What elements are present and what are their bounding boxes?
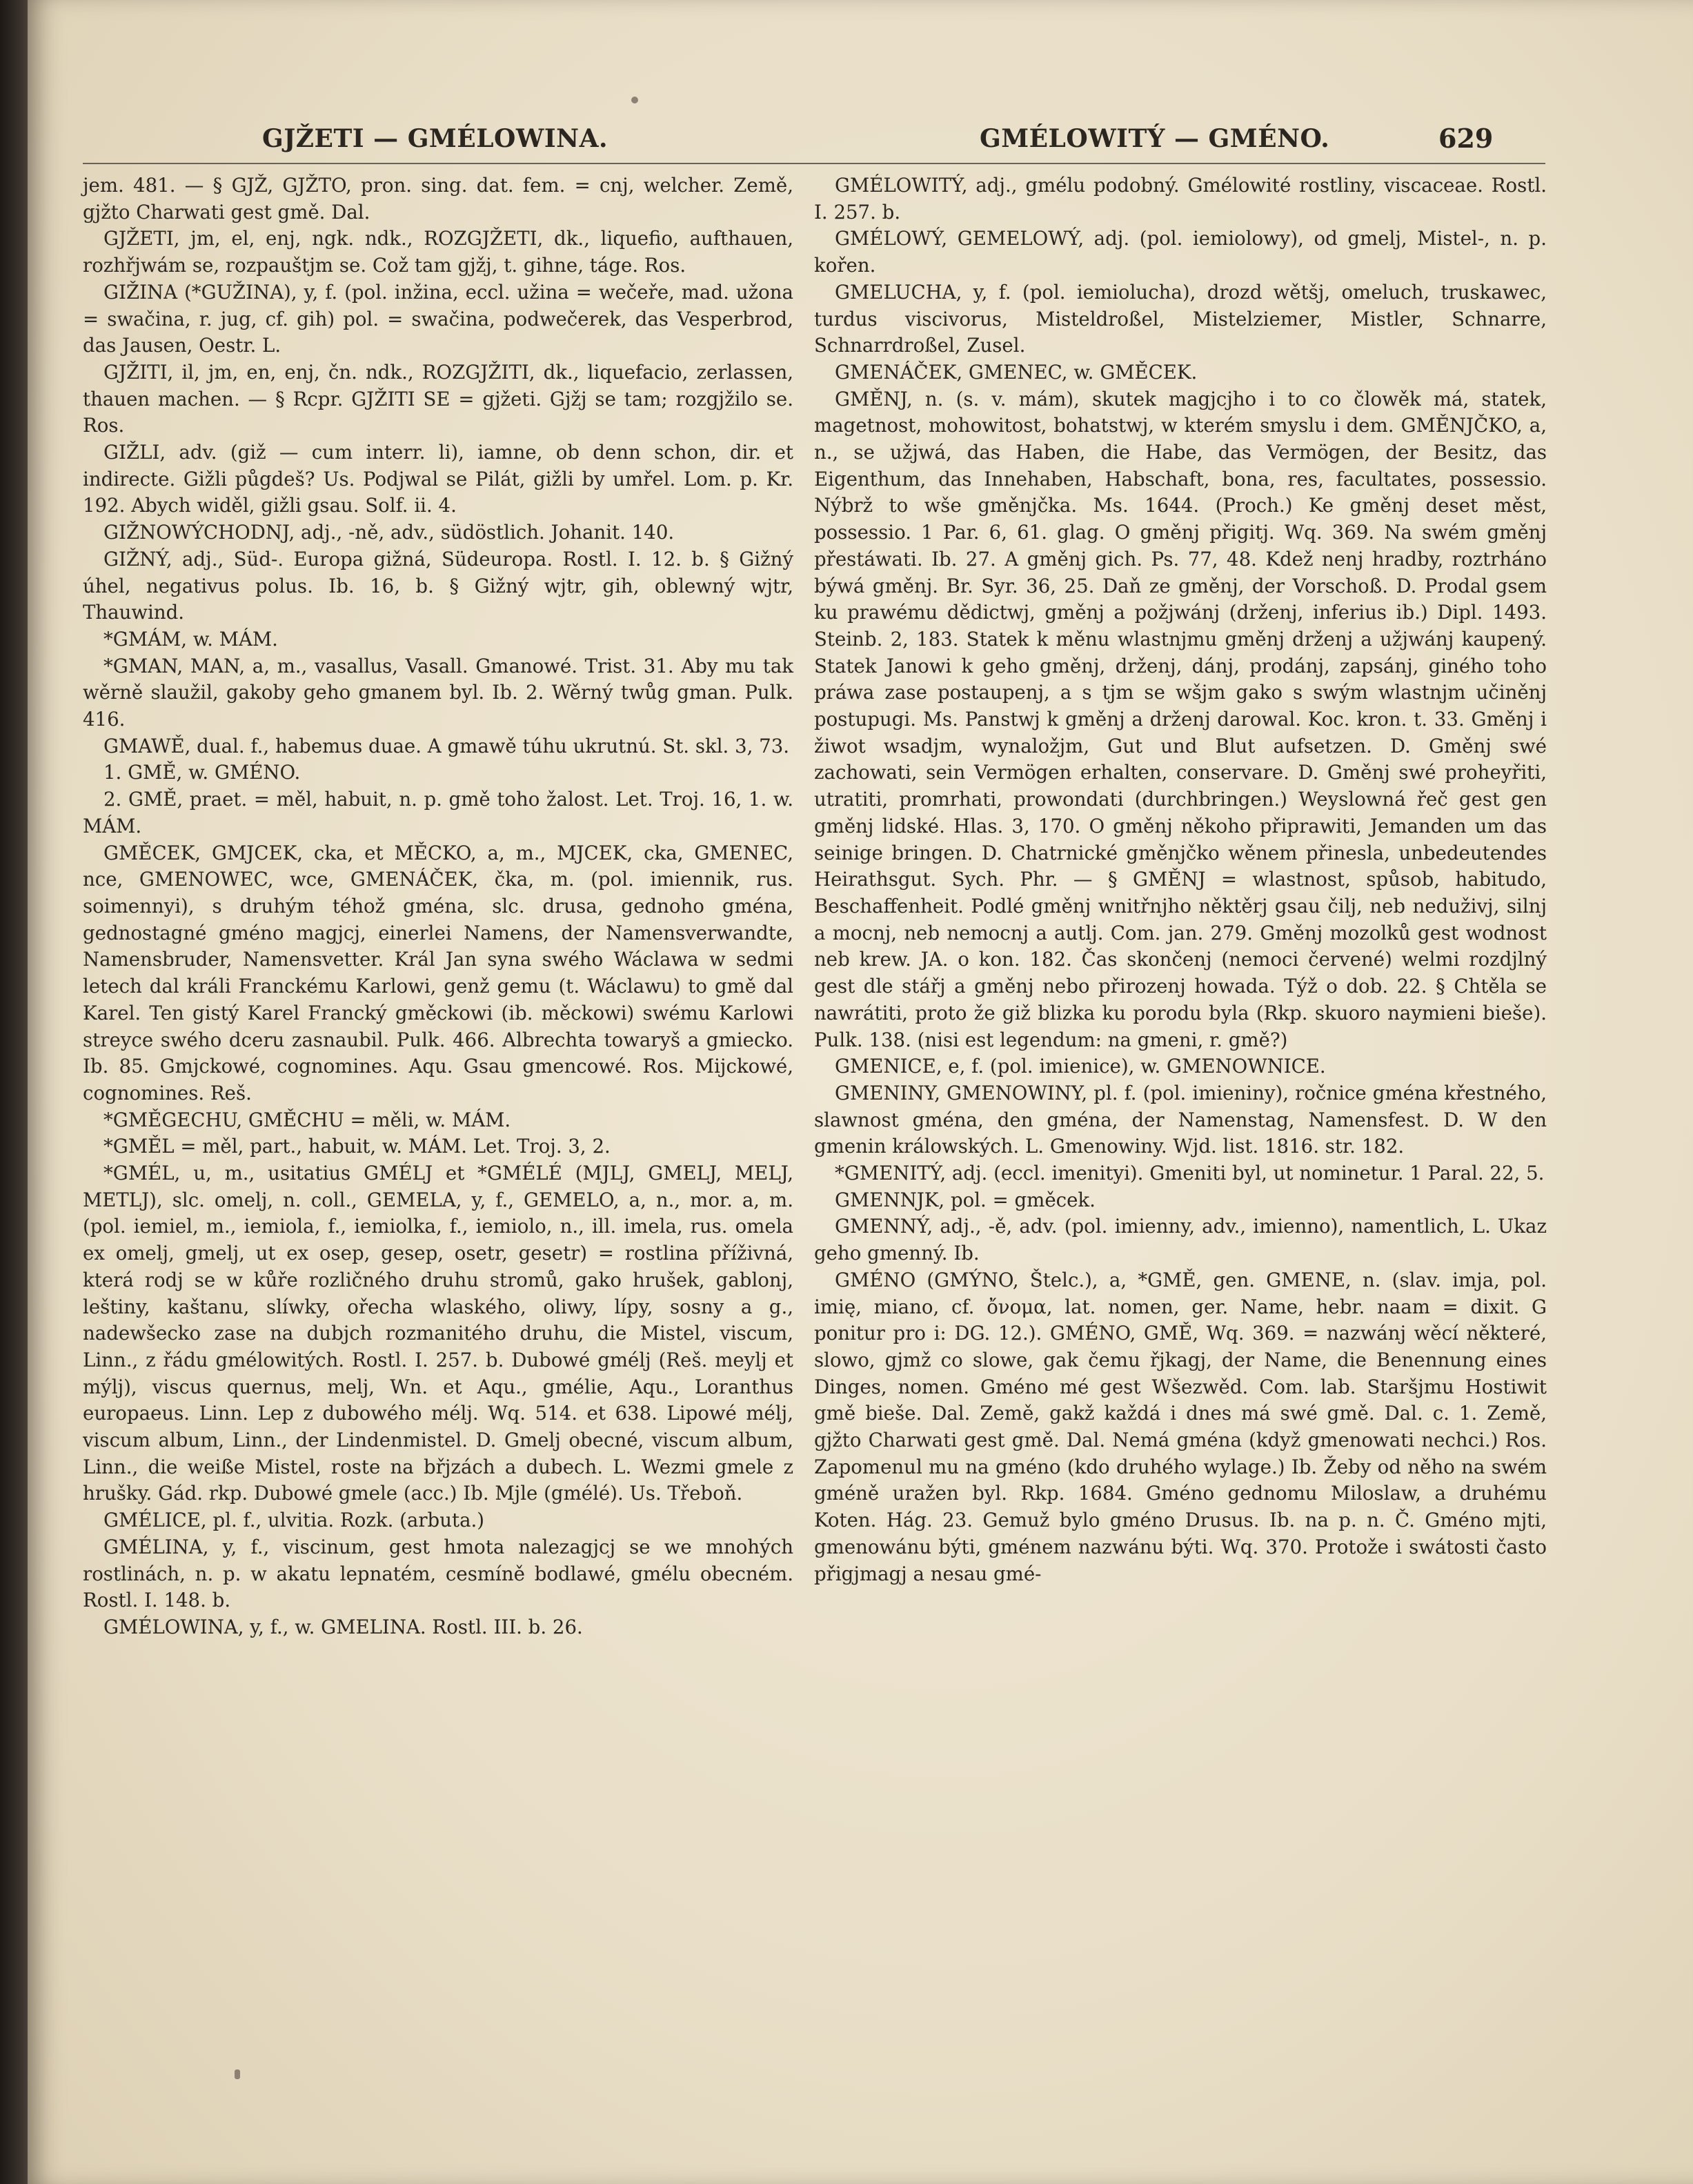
- running-head-left: GJŽETI — GMÉLOWINA.: [262, 124, 608, 153]
- entry: GMAWĚ, dual. f., habemus duae. A gmawě túhu ukrutnú. St. skl. 3, 73.: [103, 734, 790, 757]
- entry: GIŽNÝ, adj., Süd-. Europa gižná, Südeuropa. Rostl. I. 12. b. § Gižný úhel, negativus polus. Ib. 16, b. § Gižný wjtr, gih, oblewný wjtr, Thauwind.: [83, 547, 793, 624]
- entry: jem. 481. — § GJŽ, GJŽTO, pron. sing. dat. fem. = cnj, welcher. Země, gjžto Charwati gest gmě. Dal.: [83, 174, 793, 224]
- entry: GMÉNO (GMÝNO, Štelc.), a, *GMĚ, gen. GMENE, n. (slav. imja, pol. imię, miano, cf. ὄνομα, lat. nomen, ger. Name, hebr. naam = dixit. G ponitur pro i: DG. 12.). GMÉNO, GMĚ, Wq. 369. = nazwánj wěcí některé, slowo, gjmž co slowe, gak čemu řjkagj, der Name, die Benennung eines Dinges, nomen. Gméno mé gest Wšezwěd. Com. lab. Staršjmu Hostiwit gmě bieše. Dal. Země, gakž každá i dnes má swé gmě. Dal. c. 1. Země, gjžto Charwati gest gmě. Dal. Nemá gména (když gmenowati nechci.) Ros. Zapomenul mu na gméno (kdo druhého wylage.) Ib. Žeby od něho na swém gméně uražen byl. Rkp. 1684. Gméno gednomu Miloslaw, a druhému Koten. Hág. 23. Gemuž bylo gméno Drusus. Ib. na p. n. Č. Gméno mjti, gmenowánu býti, gménem nazwánu býti. Wq. 370. Protože i swátosti často přigjmagj a nesau gmé-: [814, 1268, 1547, 1585]
- print-speck: [631, 97, 638, 103]
- entry: GMÉLOWÝ, GEMELOWÝ, adj. (pol. iemiolowy), od gmelj, Mistel-, n. p. kořen.: [814, 227, 1547, 277]
- right-column: [814, 172, 1547, 1587]
- entry: *GMĚGECHU, GMĚCHU = měli, w. MÁM.: [103, 1108, 511, 1131]
- entry: *GMENITÝ, adj. (eccl. imenityi). Gmeniti byl, ut nominetur. 1 Paral. 22, 5.: [835, 1162, 1545, 1185]
- entry: GMELUCHA, y, f. (pol. iemiolucha), drozd wětšj, omeluch, truskawec, turdus viscivorus, Misteldroßel, Mistelziemer, Mistler, Schnarre, Schnarrdroßel, Zusel.: [814, 280, 1547, 357]
- page-number: 629: [1438, 123, 1494, 154]
- entry: *GMĚL = měl, part., habuit, w. MÁM. Let. Troj. 3, 2.: [103, 1135, 611, 1158]
- entry: GMÉLOWITÝ, adj., gmélu podobný. Gmélowité rostliny, viscaceae. Rostl. I. 257. b.: [814, 174, 1547, 224]
- entry: GMÉLINA, y, f., viscinum, gest hmota nalezagjcj se we mnohých rostlinách, n. p. w akatu lepnatém, cesmíně bodlawé, gmélu obecném. Rostl. I. 148. b.: [83, 1535, 793, 1612]
- entry: *GMÉL, u, m., usitatius GMÉLJ et *GMÉLÉ (MJLJ, GMELJ, MELJ, METLJ), slc. omelj, n. coll., GEMELA, y, f., GEMELO, a, n., mor. a, m. (pol. iemiel, m., iemiola, f., iemiolka, f., iemiolo, n., ill. imela, rus. omela ex omelj, gmelj, ut ex osep, gesep, osetr, gesetr) = rostlina příživná, která rodj se w kůře rozličného druhu stromů, gako hrušek, gablonj, leštiny, kaštanu, slíwky, ořecha wlaského, oliwy, lípy, sosny a g., nadewšecko zase na dubjch rozmanitého druhu, die Mistel, viscum, Linn., z řádu gmélowitých. Rostl. I. 257. b. Dubowé gmélj (Reš. meylj et mýlj), viscus quernus, melj, Wn. et Aqu., gmélie, Aqu., Loranthus europaeus. Linn. Lep z dubowého mélj. Wq. 514. et 638. Lipowé mélj, viscum album, Linn., der Lindenmistel. D. Gmelj obecné, viscum album, Linn., die weiße Mistel, roste na břjzách a dubech. L. Wezmi gmele z hrušky. Gád. rkp. Dubowé gmele (acc.) Ib. Mjle (gmélé). Us. Třeboň.: [83, 1162, 793, 1505]
- entry: GMĚCEK, GMJCEK, cka, et MĚCKO, a, m., MJCEK, cka, GMENEC, nce, GMENOWEC, wce, GMENÁČEK, čka, m. (pol. imiennik, rus. soimennyi), s druhým téhož gména, slc. drusa, gednoho gména, gednostagné gméno magjcj, einerlei Namens, der Namensverwandte, Namensbruder, Namensvetter. Král Jan syna swého Wáclawa w sedmi letech dal králi Franckému Karlowi, genž gemu (t. Wáclawu) to gmě dal Karel. Ten gistý Karel Francký gměckowi (ib. měckowi) swému Karlowi streyce swého dceru zasnaubil. Pulk. 466. Albrechta towaryš a gmiecko. Ib. 85. Gmjckowé, cognomines. Aqu. Gsau gmencowé. Ros. Mijckowé, cognomines. Reš.: [83, 841, 793, 1104]
- header-rule: [83, 163, 1545, 164]
- entry: GMÉLICE, pl. f., ulvitia. Rozk. (arbuta.): [103, 1509, 485, 1532]
- entry: GJŽETI, jm, el, enj, ngk. ndk., ROZGJŽETI, dk., liquefio, aufthauen, rozhřjwám se, rozpauštjm se. Což tam gjžj, t. gihne, táge. Ros.: [83, 227, 793, 277]
- entry: GMĚNJ, n. (s. v. mám), skutek magjcjho i to co člowěk má, statek, magetnost, mohowitost, bohatstwj, w kterém smyslu i dem. GMĚNJČKO, a, n., se užjwá, das Haben, die Habe, das Vermögen, der Besitz, das Eigenthum, das Innehaben, Habschaft, bona, res, facultates, possessio. Nýbrž to wše gměnjčka. Ms. 1644. (Proch.) Ke gměnj deset měst, possessio. 1 Par. 6, 61. glag. O gměnj přigitj. Wq. 369. Na swém gměnj přestáwati. Ib. 27. A gměnj gich. Ps. 77, 48. Kdež nenj hradby, roztrháno býwá gměnj. Br. Syr. 36, 25. Daň ze gměnj, der Vorschoß. D. Prodal gsem ku prawému dědictwj, gměnj a požjwánj (drženj, inferius ib.) Dipl. 1493. Steinb. 2, 183. Statek k měnu wlastnjmu gměnj drženj a užjwánj kaupený. Statek Janowi k geho gměnj, drženj, dánj, prodánj, zapsánj, giného toho práwa zase postaupenj, a s tjm se wšjm gako s swým wlastnjm učiněnj postupugi. Ms. Panstwj k gměnj a drženj darowal. Koc. kron. t. 33. Gměnj i žiwot wsadjm, wynaložjm, Gut und Blut aufsetzen. D. Gměnj swé zachowati, sein Vermögen erhalten, conservare. D. Gměnj swé proheyřiti, utratiti, promrhati, prowondati (durchbringen.) Weyslowná řeč gest gen gměnj lidské. Hlas. 3, 170. O gměnj někoho připrawiti, Jemanden um das seinige bringen. D. Chatrnické gměnjčko wěnem přinesla, unbedeutendes Heirathsgut. Sych. Phr. — § GMĚNJ = wlastnost, spůsob, habitudo, Beschaffenheit. Podlé gměnj wnitřnjho něktěrj gsau čilj, neb neduživj, silnj a mocnj, neb nemocnj a autlj. Com. jan. 279. Gměnj mozolků gest wodnost neb krew. JA. o kon. 182. Čas skončenj (nemoci červené) welmi rozdjlný gest dle stářj a gměnj nebo přirozenj howada. Týž o dob. 22. § Chtěla se nawrátiti, proto že giž blizka ku porodu byla (Rkp. skuoro naymieni bieše). Pulk. 138. (nisi est legendum: na gmeni, r. gmě?): [814, 387, 1547, 1051]
- entry: GIŽINA (*GUŽINA), y, f. (pol. inžina, eccl. užina = wečeře, mad. užona = swačina, r. jug, cf. gih) pol. = swačina, podwečerek, das Vesperbrod, das Jausen, Oestr. L.: [83, 280, 793, 357]
- dictionary-page: [28, 0, 1693, 2184]
- entry: GJŽITI, il, jm, en, enj, čn. ndk., ROZGJŽITI, dk., liquefacio, zerlassen, thauen machen. — § Rcpr. GJŽITI SE = gjžeti. Gjžj se tam; rozgjžilo se. Ros.: [83, 360, 793, 437]
- running-head-right: GMÉLOWITÝ — GMÉNO.: [980, 124, 1330, 153]
- entry: GMÉLOWINA, y, f., w. GMELINA. Rostl. III. b. 26.: [103, 1615, 583, 1638]
- left-column: [83, 172, 793, 1641]
- entry: 1. GMĚ, w. GMÉNO.: [103, 761, 301, 784]
- entry: GMENICE, e, f. (pol. imienice), w. GMENOWNICE.: [835, 1055, 1326, 1078]
- entry: GMENINY, GMENOWINY, pl. f. (pol. imieniny), ročnice gména křestného, slawnost gména, den gména, der Namenstag, Namensfest. D. W den gmenin králowských. L. Gmenowiny. Wjd. list. 1816. str. 182.: [814, 1081, 1547, 1158]
- entry: GMENNJK, pol. = gměcek.: [835, 1188, 1096, 1211]
- entry: GIŽLI, adv. (giž — cum interr. li), iamne, ob denn schon, dir. et indirecte. Gižli půgdeš? Us. Podjwal se Pilát, gižli by umřel. Lom. p. Kr. 192. Abych widěl, gižli gsau. Solf. ii. 4.: [83, 441, 793, 517]
- entry: *GMÁM, w. MÁM.: [103, 627, 278, 651]
- entry: 2. GMĚ, praet. = měl, habuit, n. p. gmě toho žalost. Let. Troj. 16, 1. w. MÁM.: [83, 788, 793, 837]
- print-speck: [235, 2069, 240, 2079]
- entry: *GMAN, MAN, a, m., vasallus, Vasall. Gmanowé. Trist. 31. Aby mu tak wěrně slaužil, gakoby geho gmanem byl. Ib. 2. Wěrný twůg gman. Pulk. 416.: [83, 654, 793, 731]
- entry: GMENNÝ, adj., -ě, adv. (pol. imienny, adv., imienno), namentlich, L. Ukaz geho gmenný. Ib.: [814, 1215, 1547, 1265]
- entry: GMENÁČEK, GMENEC, w. GMĚCEK.: [835, 360, 1198, 384]
- entry: GIŽNOWÝCHODNJ, adj., -ně, adv., südöstlich. Johanit. 140.: [103, 521, 675, 544]
